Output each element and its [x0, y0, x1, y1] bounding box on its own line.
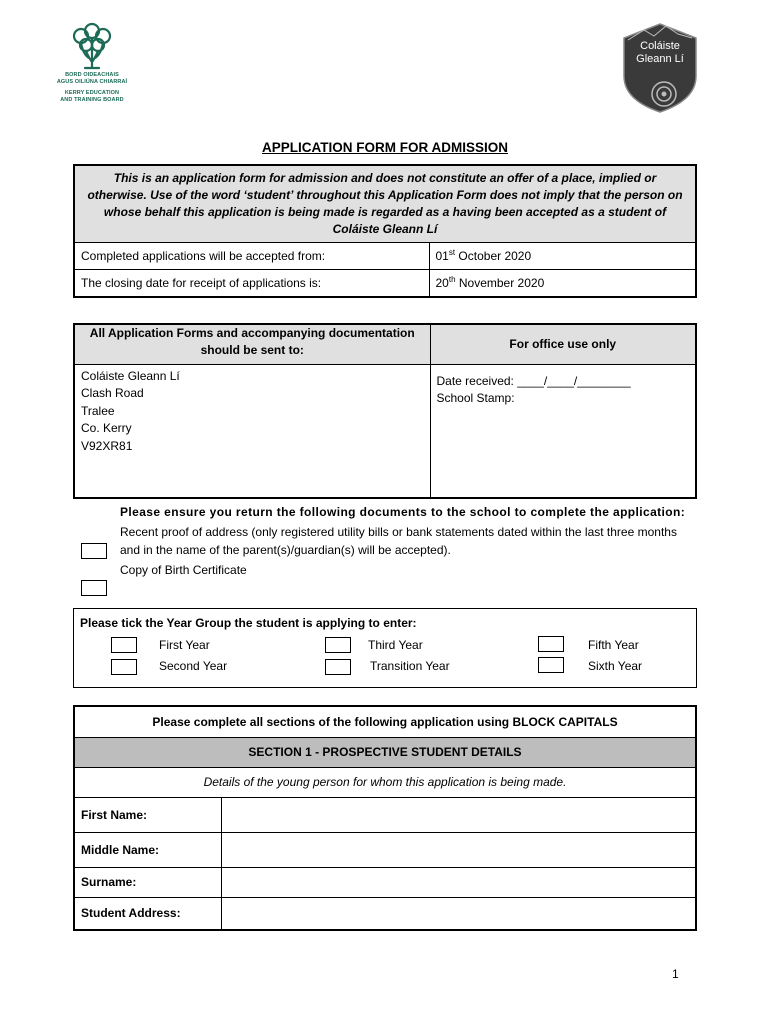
crest-text-line1: Coláiste [640, 40, 680, 52]
block-capitals-banner: Please complete all sections of the following application using BLOCK CAPITALS [74, 706, 696, 737]
third-year-checkbox[interactable] [325, 637, 351, 653]
proof-of-address-checkbox[interactable] [81, 543, 107, 559]
address-line: Co. Kerry [81, 421, 132, 435]
address-line: Tralee [81, 403, 115, 418]
first-name-label: First Name: [74, 797, 221, 832]
surname-label: Surname: [74, 867, 221, 897]
birth-certificate-checkbox[interactable] [81, 580, 107, 596]
student-address-field[interactable] [221, 897, 696, 930]
middle-name-label: Middle Name: [74, 832, 221, 867]
page-title: APPLICATION FORM FOR ADMISSION [262, 140, 508, 155]
etb-line-4: AND TRAINING BOARD [60, 97, 124, 103]
first-year-label: First Year [159, 638, 210, 652]
etb-line-3: KERRY EDUCATION [64, 90, 120, 96]
address-line: V92XR81 [81, 438, 133, 453]
disclaimer-table [73, 164, 697, 298]
etb-line-1: BORD OIDEACHAIS [65, 72, 119, 78]
second-year-label: Second Year [159, 659, 228, 673]
sixth-year-checkbox[interactable] [538, 657, 564, 673]
address-table [73, 323, 697, 499]
document-item-proof-of-address: Recent proof of address (only registered utility bills or bank statements dated within the last three months and in the name of the parent(s)/guardian(s) will be accepted). [120, 525, 677, 557]
address-line: Coláiste Gleann Lí [81, 368, 180, 383]
documents-section [120, 503, 697, 579]
year-group-title: Please tick the Year Group the student is applying to enter: [80, 616, 417, 630]
date-received-field[interactable]: Date received: ____/____/________ [436, 373, 631, 388]
closing-date-label: The closing date for receipt of applications is: [74, 270, 429, 297]
school-stamp-label: School Stamp: [436, 391, 515, 405]
crest-shield-icon [620, 22, 700, 114]
section1-title: SECTION 1 - PROSPECTIVE STUDENT DETAILS [74, 737, 696, 767]
accepted-from-label: Completed applications will be accepted from: [74, 243, 429, 270]
office-use-header: For office use only [430, 324, 696, 364]
etb-logo [44, 22, 140, 117]
student-address-label: Student Address: [74, 897, 221, 930]
second-year-checkbox[interactable] [111, 659, 137, 675]
etb-line-2: AGUS OILIÚNA CHIARRAÍ [56, 79, 128, 85]
address-header: All Application Forms and accompanying documentation should be sent to: [74, 324, 430, 364]
third-year-label: Third Year [368, 638, 423, 652]
closing-date-value: 20th November 2020 [429, 270, 696, 297]
crest-text-line2: Gleann Lí [636, 53, 684, 65]
office-use-area[interactable] [430, 364, 696, 498]
accepted-from-value: 01st October 2020 [429, 243, 696, 270]
fifth-year-checkbox[interactable] [538, 636, 564, 652]
first-year-checkbox[interactable] [111, 637, 137, 653]
address-line: Clash Road [81, 386, 144, 400]
sixth-year-label: Sixth Year [588, 659, 643, 673]
document-item-birth-certificate: Copy of Birth Certificate [120, 563, 247, 577]
tree-icon [67, 22, 117, 72]
school-address [74, 364, 430, 498]
transition-year-checkbox[interactable] [325, 659, 351, 675]
page-number: 1 [672, 967, 679, 981]
section1-table [73, 705, 697, 931]
transition-year-label: Transition Year [370, 659, 450, 673]
fifth-year-label: Fifth Year [588, 638, 639, 652]
first-name-field[interactable] [221, 797, 696, 832]
school-crest [620, 22, 700, 114]
section1-note: Details of the young person for whom this application is being made. [74, 767, 696, 797]
disclaimer-text: This is an application form for admission and does not constitute an offer of a place, implied or otherwise. Use of the word ‘student’ throughout this Application Form does not imply that the person on whose behalf this application is being made is regarded as a having been accepted as a student of Coláiste Gleann Lí [74, 165, 696, 243]
middle-name-field[interactable] [221, 832, 696, 867]
surname-field[interactable] [221, 867, 696, 897]
documents-intro: Please ensure you return the following documents to the school to complete the application: [120, 505, 686, 519]
